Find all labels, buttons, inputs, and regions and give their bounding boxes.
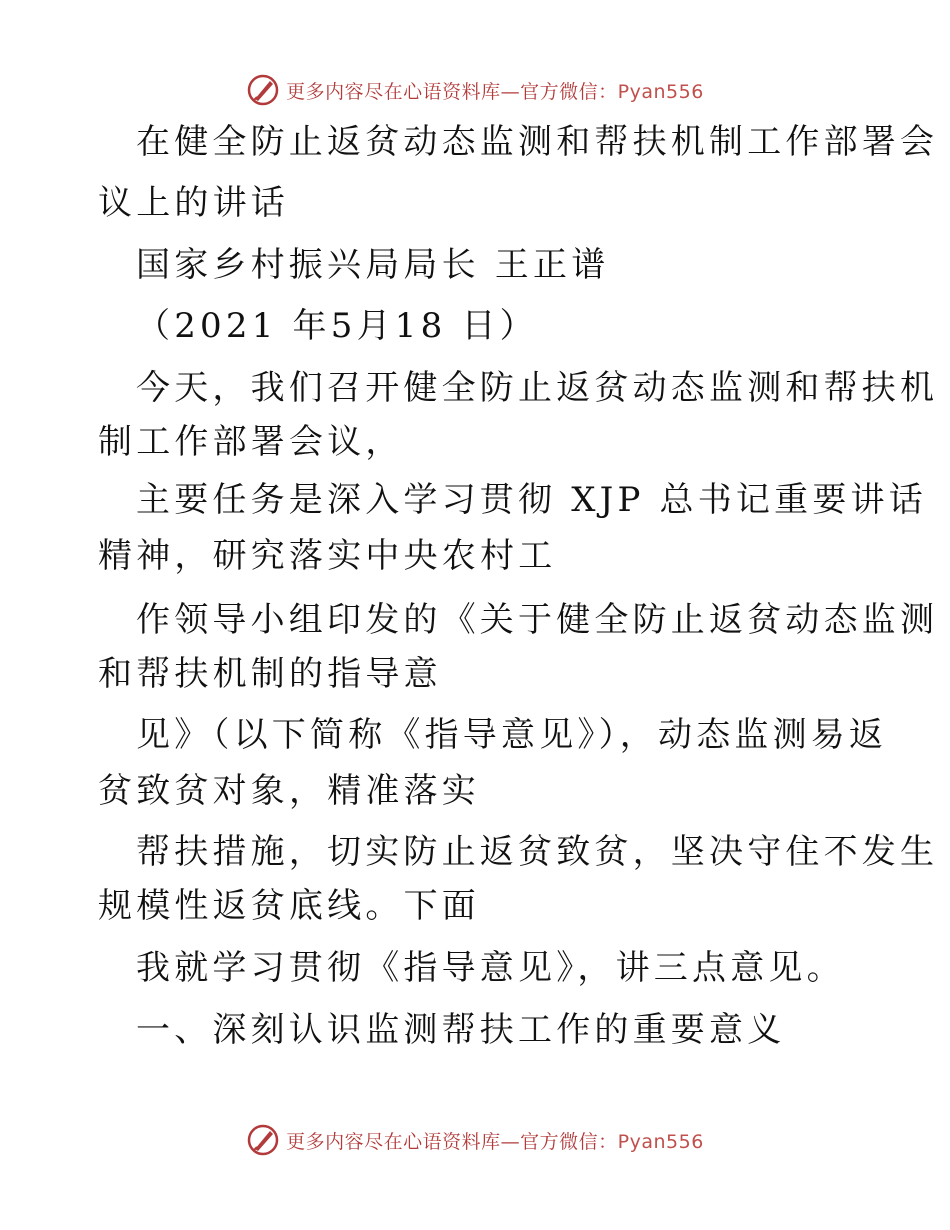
watermark-wechat-id: Pyan556 [617,1130,704,1153]
watermark-wechat-id: Pyan556 [617,80,704,103]
watermark-text: 更多内容尽在心语资料库—官方微信： [286,80,618,103]
body-line: 我就学习贯彻《指导意见》，讲三点意见。 [136,948,845,988]
body-line: 见》（以下简称《指导意见》），动态监测易返 [136,715,888,755]
date-line: （2021 年5月18 日） [136,306,538,346]
section-heading: 一、深刻认识监测帮扶工作的重要意义 [136,1010,786,1050]
body-line: 制工作部署会议， [98,422,404,462]
footer-watermark [0,1120,950,1160]
header-watermark [0,70,950,110]
body-line: 今天，我们召开健全防止返贫动态监测和帮扶机 [136,368,939,408]
body-line: 帮扶措施，切实防止返贫致贫，坚决守住不发生 [136,832,939,872]
body-line: 贫致贫对象，精准落实 [98,771,480,811]
body-line: 作领导小组印发的《关于健全防止返贫动态监测 [136,600,939,640]
body-line: 规模性返贫底线。下面 [98,886,480,926]
speaker-line: 国家乡村振兴局局长 王正谱 [136,245,610,285]
quill-pen-seal-icon [246,73,280,107]
body-line: 和帮扶机制的指导意 [98,654,442,694]
title-line-1: 在健全防止返贫动态监测和帮扶机制工作部署会 [136,122,939,162]
quill-pen-seal-icon [246,1123,280,1157]
watermark-text: 更多内容尽在心语资料库—官方微信： [286,1130,618,1153]
title-line-2: 议上的讲话 [98,183,289,223]
body-line: 精神，研究落实中央农村工 [98,536,557,576]
body-line: 主要任务是深入学习贯彻 XJP 总书记重要讲话 [136,480,927,520]
